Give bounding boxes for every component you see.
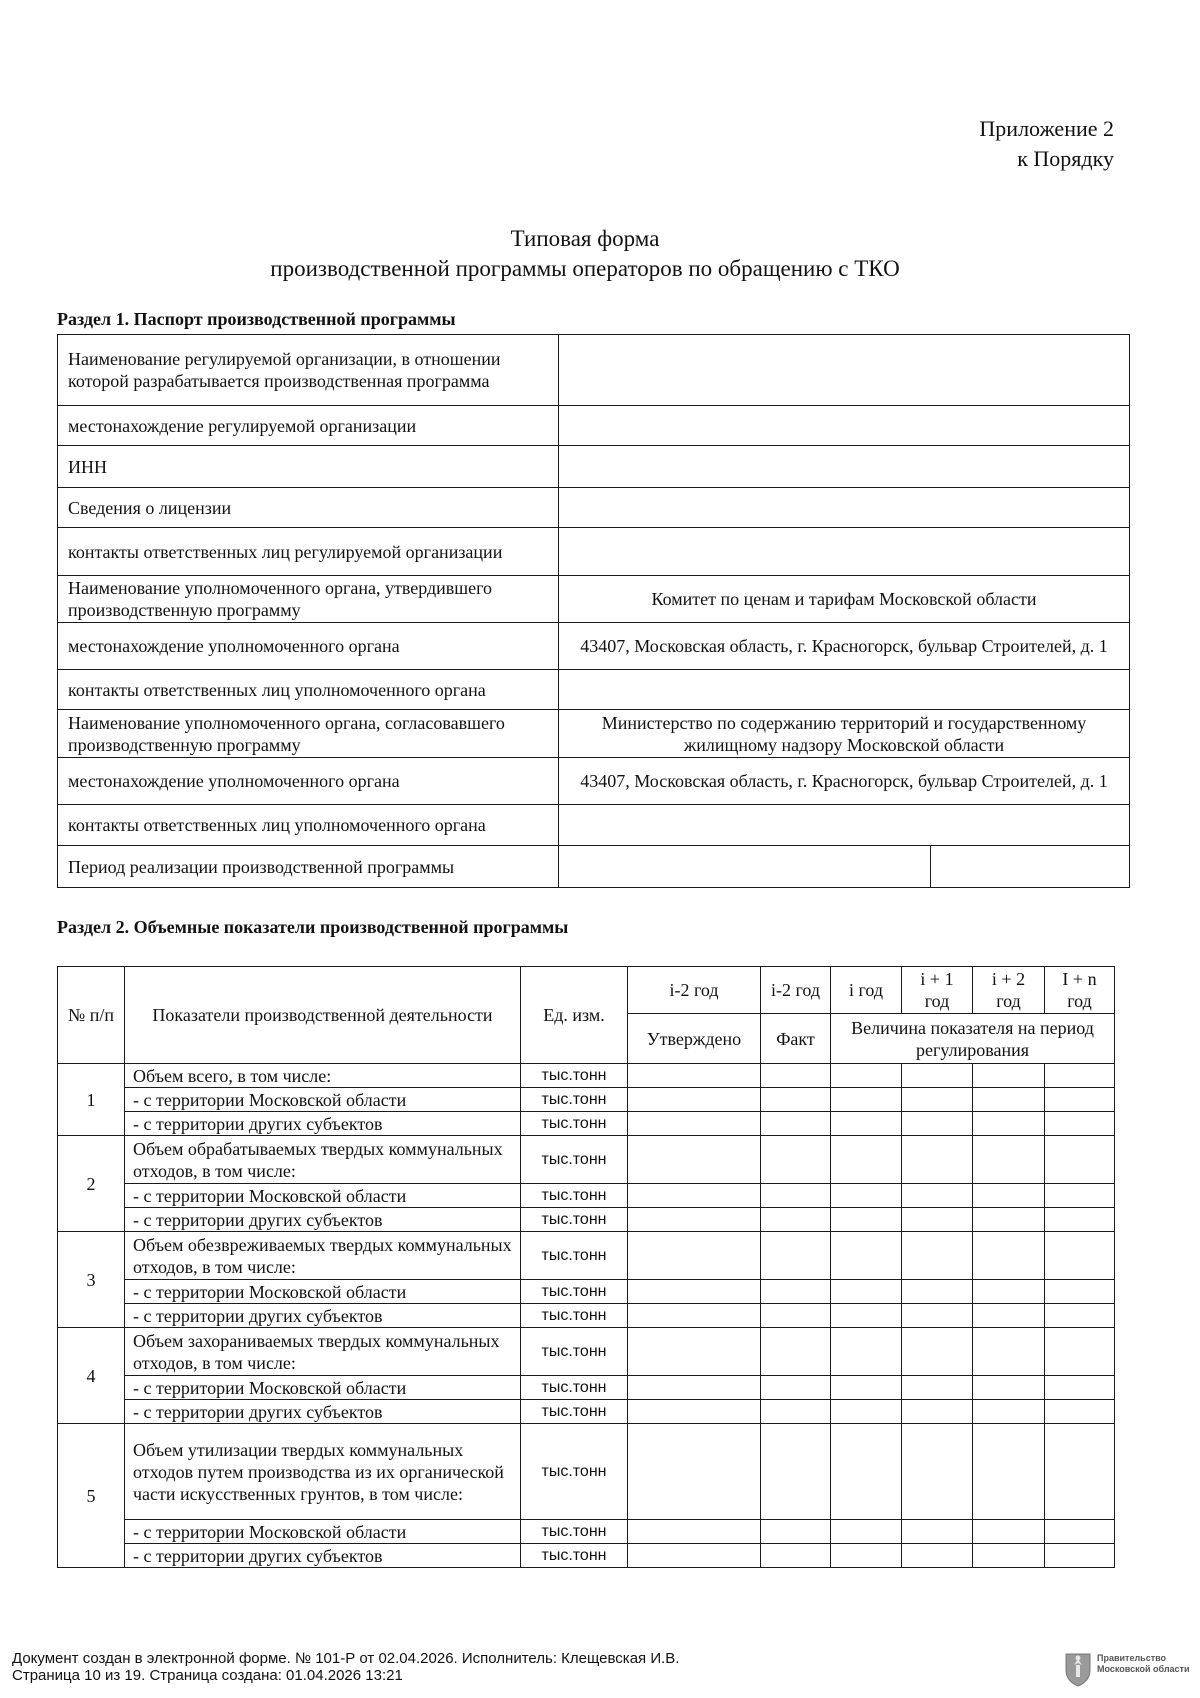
header-regulation: Величина показателя на период регулирования	[831, 1014, 1115, 1064]
passport-row-period	[58, 846, 1130, 888]
unit-cell: тыс.тонн	[521, 1280, 628, 1304]
row-number: 5	[58, 1424, 125, 1568]
unit-cell: тыс.тонн	[521, 1424, 628, 1520]
unit-cell: тыс.тонн	[521, 1088, 628, 1112]
volume-table	[57, 966, 1115, 1568]
indicator-name: - с территории других субъектов	[125, 1304, 521, 1328]
passport-label: Наименование уполномоченного органа, утвердившего производственную программу	[58, 576, 559, 623]
unit-cell: тыс.тонн	[521, 1304, 628, 1328]
table-row	[58, 1304, 1115, 1328]
section1-heading: Раздел 1. Паспорт производственной программы	[57, 309, 456, 329]
passport-value: 43407, Московская область, г. Красногорск, бульвар Строителей, д. 1	[559, 758, 1130, 805]
unit-cell: тыс.тонн	[521, 1328, 628, 1376]
passport-row	[58, 446, 1130, 488]
passport-value	[559, 488, 1130, 528]
passport-value: 43407, Московская область, г. Красногорск, бульвар Строителей, д. 1	[559, 623, 1130, 670]
passport-value: Министерство по содержанию территорий и государственному жилищному надзору Московской области	[559, 710, 1130, 758]
header-num: № п/п	[58, 967, 125, 1064]
passport-label: Сведения о лицензии	[58, 488, 559, 528]
logo-line-2: Московской области	[1097, 1664, 1190, 1674]
unit-cell: тыс.тонн	[521, 1520, 628, 1544]
indicator-name: - с территории других субъектов	[125, 1400, 521, 1424]
unit-cell: тыс.тонн	[521, 1184, 628, 1208]
logo-text	[1097, 1653, 1190, 1675]
unit-cell: тыс.тонн	[521, 1544, 628, 1568]
passport-row	[58, 758, 1130, 805]
header-unit: Ед. изм.	[521, 967, 628, 1064]
table-row	[58, 1328, 1115, 1376]
row-number: 3	[58, 1232, 125, 1328]
passport-row	[58, 623, 1130, 670]
indicator-name: Объем всего, в том числе:	[125, 1064, 521, 1088]
header-fact: Факт	[761, 1014, 831, 1064]
table-row	[58, 1136, 1115, 1184]
footer-line-1: Документ создан в электронной форме. № 101-Р от 02.04.2026. Исполнитель: Клещевская И.В.	[12, 1650, 680, 1667]
period-label: Период реализации производственной программы	[58, 846, 559, 888]
passport-value	[559, 406, 1130, 446]
passport-label: местонахождение регулируемой организации	[58, 406, 559, 446]
passport-label: контакты ответственных лиц уполномоченного органа	[58, 805, 559, 846]
unit-cell: тыс.тонн	[521, 1112, 628, 1136]
passport-table	[57, 334, 1130, 888]
table-row	[58, 1544, 1115, 1568]
table-row	[58, 1280, 1115, 1304]
appendix-note	[979, 114, 1114, 174]
header-col-i: i год	[831, 967, 902, 1014]
passport-value	[559, 446, 1130, 488]
passport-row	[58, 488, 1130, 528]
table-row	[58, 1376, 1115, 1400]
section2-heading: Раздел 2. Объемные показатели производственной программы	[57, 917, 569, 937]
passport-row	[58, 805, 1130, 846]
passport-label: ИНН	[58, 446, 559, 488]
indicator-name: - с территории Московской области	[125, 1280, 521, 1304]
passport-label: местонахождение уполномоченного органа	[58, 758, 559, 805]
passport-value: Комитет по ценам и тарифам Московской области	[559, 576, 1130, 623]
volume-header-row	[58, 967, 1115, 1014]
passport-value	[559, 670, 1130, 710]
passport-value	[559, 805, 1130, 846]
government-logo	[1063, 1650, 1193, 1690]
unit-cell: тыс.тонн	[521, 1376, 628, 1400]
logo-line-1: Правительство	[1097, 1653, 1167, 1663]
indicator-name: - с территории других субъектов	[125, 1112, 521, 1136]
table-row	[58, 1520, 1115, 1544]
passport-row	[58, 406, 1130, 446]
header-col-ip1: i + 1 год	[902, 967, 973, 1014]
indicator-name: - с территории Московской области	[125, 1088, 521, 1112]
indicator-name: Объем утилизации твердых коммунальных отходов путем производства из их органической части искусственных грунтов, в том числе:	[125, 1424, 521, 1520]
table-row	[58, 1184, 1115, 1208]
table-row	[58, 1112, 1115, 1136]
indicator-name: Объем захораниваемых твердых коммунальных отходов, в том числе:	[125, 1328, 521, 1376]
unit-cell: тыс.тонн	[521, 1208, 628, 1232]
row-number: 4	[58, 1328, 125, 1424]
passport-row	[58, 576, 1130, 623]
title-line-1: Типовая форма	[510, 226, 660, 251]
table-row	[58, 1424, 1115, 1520]
period-to	[931, 846, 1130, 888]
table-row	[58, 1088, 1115, 1112]
footer-line-2: Страница 10 из 19. Страница создана: 01.04.2026 13:21	[12, 1667, 403, 1684]
passport-label: контакты ответственных лиц регулируемой организации	[58, 528, 559, 576]
indicator-name: Объем обрабатываемых твердых коммунальных отходов, в том числе:	[125, 1136, 521, 1184]
passport-label: Наименование регулируемой организации, в отношении которой разрабатывается производственная программа	[58, 335, 559, 406]
header-col-ip2: i + 2 год	[973, 967, 1045, 1014]
passport-label: местонахождение уполномоченного органа	[58, 623, 559, 670]
table-row	[58, 1208, 1115, 1232]
unit-cell: тыс.тонн	[521, 1064, 628, 1088]
indicator-name: - с территории Московской области	[125, 1184, 521, 1208]
passport-row	[58, 670, 1130, 710]
passport-row	[58, 710, 1130, 758]
passport-label: контакты ответственных лиц уполномоченного органа	[58, 670, 559, 710]
unit-cell: тыс.тонн	[521, 1232, 628, 1280]
title-line-2: производственной программы операторов по обращению с ТКО	[270, 256, 900, 281]
document-footer	[12, 1650, 679, 1684]
table-row	[58, 1400, 1115, 1424]
document-title	[0, 224, 1170, 284]
header-indicator: Показатели производственной деятельности	[125, 967, 521, 1064]
coat-of-arms-icon	[1063, 1650, 1093, 1688]
indicator-name: - с территории других субъектов	[125, 1544, 521, 1568]
indicator-name: - с территории Московской области	[125, 1376, 521, 1400]
table-row	[58, 1064, 1115, 1088]
header-col-i2: i-2 год	[628, 967, 761, 1014]
passport-label: Наименование уполномоченного органа, согласовавшего производственную программу	[58, 710, 559, 758]
header-approved: Утверждено	[628, 1014, 761, 1064]
period-from	[559, 846, 931, 888]
passport-value	[559, 528, 1130, 576]
passport-row	[58, 335, 1130, 406]
unit-cell: тыс.тонн	[521, 1400, 628, 1424]
indicator-name: - с территории Московской области	[125, 1520, 521, 1544]
unit-cell: тыс.тонн	[521, 1136, 628, 1184]
header-col-ipn: I + n год	[1045, 967, 1115, 1014]
row-number: 1	[58, 1064, 125, 1136]
appendix-line-1: Приложение 2	[979, 116, 1114, 141]
appendix-line-2: к Порядку	[1017, 146, 1114, 171]
passport-value	[559, 335, 1130, 406]
indicator-name: - с территории других субъектов	[125, 1208, 521, 1232]
row-number: 2	[58, 1136, 125, 1232]
passport-row	[58, 528, 1130, 576]
table-row	[58, 1232, 1115, 1280]
indicator-name: Объем обезвреживаемых твердых коммунальных отходов, в том числе:	[125, 1232, 521, 1280]
header-col-i2b: i-2 год	[761, 967, 831, 1014]
